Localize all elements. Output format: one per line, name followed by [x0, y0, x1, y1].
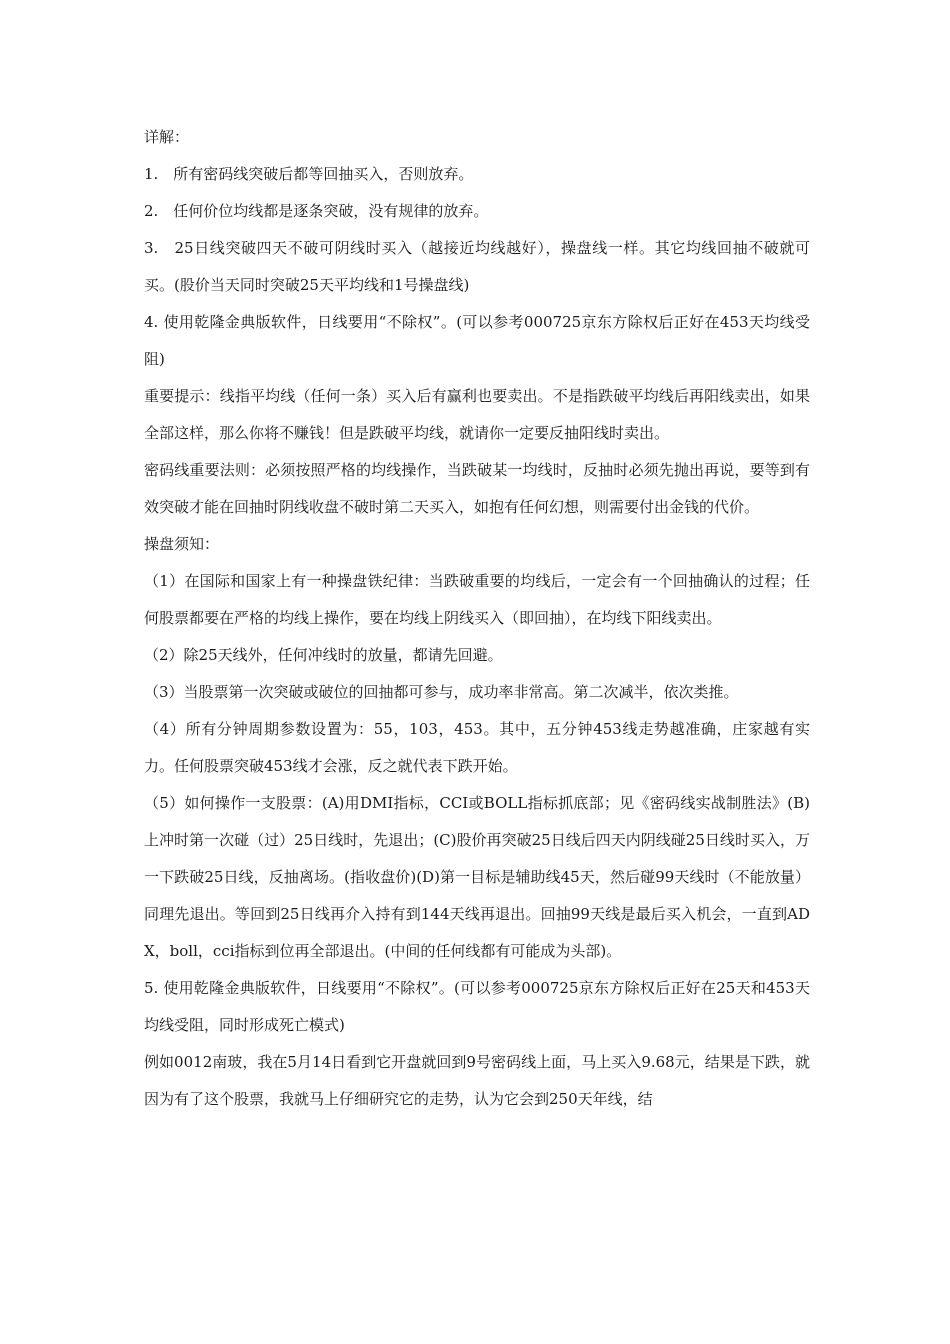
example-paragraph: 例如0012南玻，我在5月14日看到它开盘就回到9号密码线上面，马上买入9.68元，结果是下跌，就因为有了这个股票，我就马上仔细研究它的走势，认为它会到250天年线，结 [144, 1053, 810, 1108]
rule-3: 3. 25日线突破四天不破可阴线时买入（越接近均线越好），操盘线一样。其它均线回抽不破就可买。(股价当天同时突破25天平均线和1号操盘线) [144, 239, 810, 294]
document-body [144, 119, 810, 1118]
rule-2: 2. 任何价位均线都是逐条突破，没有规律的放弃。 [144, 202, 489, 220]
heading-detail: 详解： [144, 128, 190, 146]
rule-1: 1. 所有密码线突破后都等回抽买入，否则放弃。 [144, 165, 474, 183]
heading-notice: 操盘须知： [144, 535, 220, 553]
key-rule: 密码线重要法则：必须按照严格的均线操作，当跌破某一均线时，反抽时必须先抛出再说，要等到有效突破才能在回抽时阴线收盘不破时第二天买入，如抱有任何幻想，则需要付出金钱的代价。 [144, 461, 810, 516]
notice-4: （4）所有分钟周期参数设置为：55，103，453。其中，五分钟453线走势越准确，庄家越有实力。任何股票突破453线才会涨，反之就代表下跌开始。 [144, 720, 810, 775]
notice-1: （1）在国际和国家上有一种操盘铁纪律：当跌破重要的均线后，一定会有一个回抽确认的过程；任何股票都要在严格的均线上操作，要在均线上阴线买入（即回抽），在均线下阳线卖出。 [144, 572, 810, 627]
rule-5: 5. 使用乾隆金典版软件，日线要用“不除权”。(可以参考000725京东方除权后正好在25天和453天均线受阻，同时形成死亡模式) [144, 979, 810, 1034]
notice-5: （5）如何操作一支股票：(A)用DMI指标，CCI或BOLL指标抓底部；见《密码线实战制胜法》(B)上冲时第一次碰（过）25日线时，先退出；(C)股价再突破25日线后四天内阴线碰25日线时买入，万一下跌破25日线，反抽离场。(指收盘价)(D)第一目标是辅助线45天，然后碰99天线时（不能放量）同理先退出。等回到25日线再介入持有到144天线再退出。回抽99天线是最后买入机会，一直到ADX，boll，cci指标到位再全部退出。(中间的任何线都有可能成为头部)。 [144, 794, 810, 960]
rule-4: 4. 使用乾隆金典版软件，日线要用“不除权”。(可以参考000725京东方除权后正好在453天均线受阻) [144, 313, 810, 368]
notice-2: （2）除25天线外，任何冲线时的放量，都请先回避。 [144, 646, 503, 664]
notice-3: （3）当股票第一次突破或破位的回抽都可参与，成功率非常高。第二次减半，依次类推。 [144, 683, 739, 701]
important-note: 重要提示：线指平均线（任何一条）买入后有赢利也要卖出。不是指跌破平均线后再阳线卖出，如果全部这样，那么你将不赚钱！但是跌破平均线，就请你一定要反抽阳线时卖出。 [144, 387, 810, 442]
